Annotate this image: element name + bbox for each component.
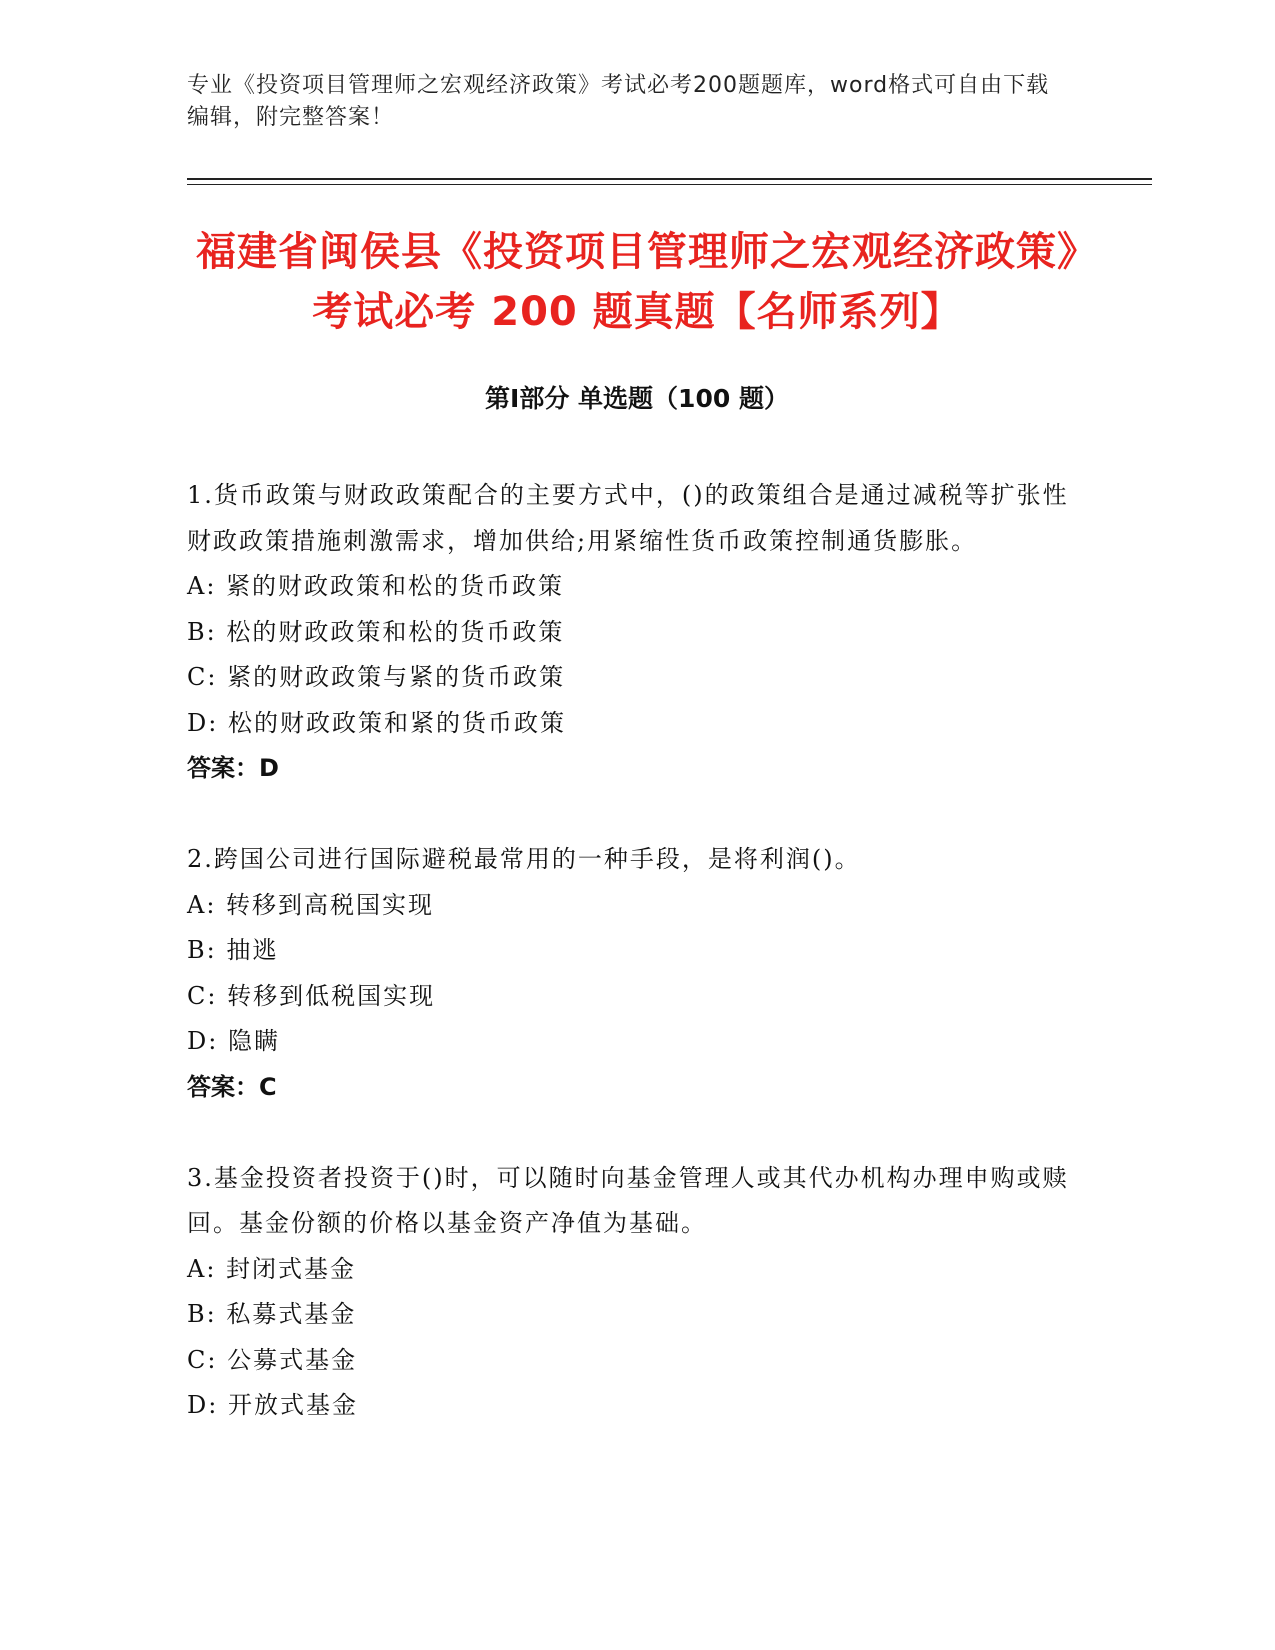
option-b: B: 私募式基金	[187, 1300, 357, 1328]
question-stem: 1.货币政策与财政政策配合的主要方式中，()的政策组合是通过减税等扩张性财政政策措施刺激需求，增加供给;用紧缩性货币政策控制通货膨胀。	[187, 481, 1069, 555]
option-b: B: 抽逃	[187, 936, 279, 964]
document-title: 福建省闽侯县《投资项目管理师之宏观经济政策》考试必考 200 题真题【名师系列】	[196, 229, 1078, 335]
header-divider-thin	[187, 184, 1152, 185]
section-title: 第Ⅰ部分 单选题（100 题）	[485, 384, 789, 413]
option-a: A: 紧的财政政策和松的货币政策	[187, 572, 565, 600]
option-d: D: 隐瞒	[187, 1027, 280, 1055]
question-2	[187, 837, 1087, 1110]
question-stem: 2.跨国公司进行国际避税最常用的一种手段，是将利润()。	[187, 845, 861, 873]
option-c: C: 公募式基金	[187, 1345, 358, 1374]
answer-label: 答案：C	[187, 1072, 277, 1101]
option-c: C: 转移到低税国实现	[187, 981, 436, 1010]
question-1	[187, 473, 1087, 791]
question-list	[187, 473, 1087, 1475]
option-a: A: 转移到高税国实现	[187, 890, 435, 919]
option-a: A: 封闭式基金	[187, 1254, 357, 1283]
option-b: B: 松的财政政策和松的货币政策	[187, 617, 565, 646]
header-note: 专业《投资项目管理师之宏观经济政策》考试必考200题题库，word格式可自由下载编辑，附完整答案！	[187, 73, 1050, 130]
option-c: C: 紧的财政政策与紧的货币政策	[187, 663, 566, 691]
option-d: D: 开放式基金	[187, 1391, 358, 1419]
option-d: D: 松的财政政策和紧的货币政策	[187, 708, 566, 737]
question-stem: 3.基金投资者投资于()时，可以随时向基金管理人或其代办机构办理申购或赎回。基金份额的价格以基金资产净值为基础。	[187, 1163, 1069, 1237]
question-3	[187, 1156, 1087, 1429]
answer-label: 答案：D	[187, 754, 279, 782]
header-divider-thick	[187, 178, 1152, 180]
